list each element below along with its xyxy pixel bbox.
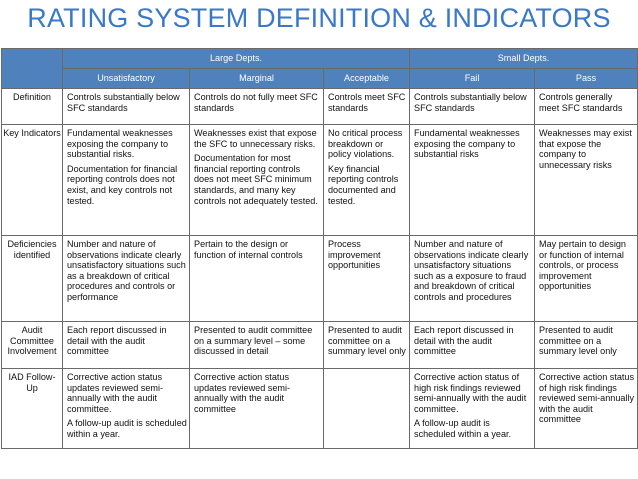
cell-deficiencies-identified-acceptable: [324, 236, 410, 322]
cell-text: Presented to audit committee on a summary level – some discussed in detail: [194, 325, 313, 357]
cell-definition-pass: [535, 89, 638, 125]
group-header-large: Large Depts.: [63, 49, 410, 69]
cell-text: No critical process breakdown or policy violations.: [328, 128, 403, 160]
column-header-fail: Fail: [410, 69, 535, 89]
cell-deficiencies-identified-marginal: [190, 236, 324, 322]
column-header-acceptable: Acceptable: [324, 69, 410, 89]
cell-text: May pertain to design or function of internal controls, or process improvement opportunities: [539, 239, 626, 292]
cell-iad-follow-up-fail: [410, 369, 535, 449]
cell-text: Controls meet SFC standards: [328, 92, 406, 113]
cell-text: A follow-up audit is scheduled within a year.: [67, 418, 187, 439]
cell-definition-acceptable: [324, 89, 410, 125]
cell-audit-committee-involvement-fail: [410, 322, 535, 369]
cell-key-indicators-acceptable: [324, 125, 410, 236]
table-row-audit-committee-involvement: [2, 322, 638, 369]
cell-definition-fail: [410, 89, 535, 125]
cell-text: Fundamental weaknesses exposing the company to substantial risks.: [67, 128, 173, 160]
cell-audit-committee-involvement-pass: [535, 322, 638, 369]
row-label-deficiencies-identified: Deficiencies identified: [2, 236, 63, 322]
group-header-small: Small Depts.: [410, 49, 638, 69]
row-label-key-indicators: Key Indicators: [2, 125, 63, 236]
cell-text: Presented to audit committee on a summary level only: [539, 325, 617, 357]
cell-text: Each report discussed in detail with the audit committee: [67, 325, 167, 357]
cell-text: Pertain to the design or function of internal controls: [194, 239, 303, 260]
rating-table: [1, 48, 638, 449]
cell-text: Documentation for financial reporting controls does not exist, and key controls not tested.: [67, 163, 178, 206]
row-label-definition: Definition: [2, 89, 63, 125]
column-header-pass: Pass: [535, 69, 638, 89]
cell-text: Key financial reporting controls documented and tested.: [328, 163, 399, 206]
cell-text: Weaknesses may exist that expose the company to unnecessary risks: [539, 128, 632, 170]
group-header-row: [2, 49, 638, 69]
column-header-unsatisfactory: Unsatisfactory: [63, 69, 190, 89]
cell-iad-follow-up-pass: [535, 369, 638, 449]
column-header-row: [2, 69, 638, 89]
table-row-iad-follow-up: [2, 369, 638, 449]
cell-text: Each report discussed in detail with the audit committee: [414, 325, 514, 357]
cell-text: Corrective action status of high risk findings reviewed semi-annually with the audit committee.: [414, 372, 527, 414]
table-row-definition: [2, 89, 638, 125]
table-row-key-indicators: [2, 125, 638, 236]
cell-text: Controls substantially below SFC standards: [67, 92, 180, 113]
cell-iad-follow-up-marginal: [190, 369, 324, 449]
cell-text: Controls substantially below SFC standards: [414, 92, 527, 113]
cell-definition-marginal: [190, 89, 324, 125]
cell-text: Process improvement opportunities: [328, 239, 381, 271]
cell-definition-unsatisfactory: [63, 89, 190, 125]
cell-text: Weaknesses exist that expose the SFC to unnecessary risks.: [194, 128, 317, 149]
cell-text: Corrective action status of high risk findings reviewed semi-annually with the audit committee: [539, 372, 635, 425]
cell-text: Number and nature of observations indicate clearly unsatisfactory situations such as a exposure to fraud and breakdown of critical controls and procedures: [414, 239, 529, 302]
cell-deficiencies-identified-unsatisfactory: [63, 236, 190, 322]
cell-audit-committee-involvement-acceptable: [324, 322, 410, 369]
cell-audit-committee-involvement-unsatisfactory: [63, 322, 190, 369]
cell-text: Controls do not fully meet SFC standards: [194, 92, 318, 113]
row-label-iad-follow-up: IAD Follow-Up: [2, 369, 63, 449]
table-body: [2, 89, 638, 449]
cell-text: Number and nature of observations indicate clearly unsatisfactory situations such as a breakdown of critical procedures and controls or performance: [67, 239, 186, 302]
cell-text: Corrective action status updates reviewed semi-annually with the audit committee.: [67, 372, 164, 414]
cell-text: A follow-up audit is scheduled within a year.: [414, 418, 512, 439]
cell-key-indicators-pass: [535, 125, 638, 236]
cell-iad-follow-up-unsatisfactory: [63, 369, 190, 449]
cell-text: Documentation for most financial reporting controls does not meet SFC minimum standards, and many key controls not adequately tested.: [194, 153, 318, 206]
cell-text: Corrective action status updates reviewed semi-annually with the audit committee: [194, 372, 291, 414]
cell-iad-follow-up-acceptable: [324, 369, 410, 449]
cell-key-indicators-marginal: [190, 125, 324, 236]
page-title: RATING SYSTEM DEFINITION & INDICATORS: [27, 3, 611, 33]
header-corner: [2, 49, 63, 89]
column-header-marginal: Marginal: [190, 69, 324, 89]
cell-deficiencies-identified-pass: [535, 236, 638, 322]
cell-text: Controls generally meet SFC standards: [539, 92, 623, 113]
row-label-audit-committee-involvement: Audit Committee Involvement: [2, 322, 63, 369]
cell-key-indicators-fail: [410, 125, 535, 236]
cell-audit-committee-involvement-marginal: [190, 322, 324, 369]
table-row-deficiencies-identified: [2, 236, 638, 322]
cell-text: Presented to audit committee on a summary level only: [328, 325, 406, 357]
cell-text: Fundamental weaknesses exposing the company to substantial risks: [414, 128, 520, 160]
cell-key-indicators-unsatisfactory: [63, 125, 190, 236]
cell-deficiencies-identified-fail: [410, 236, 535, 322]
